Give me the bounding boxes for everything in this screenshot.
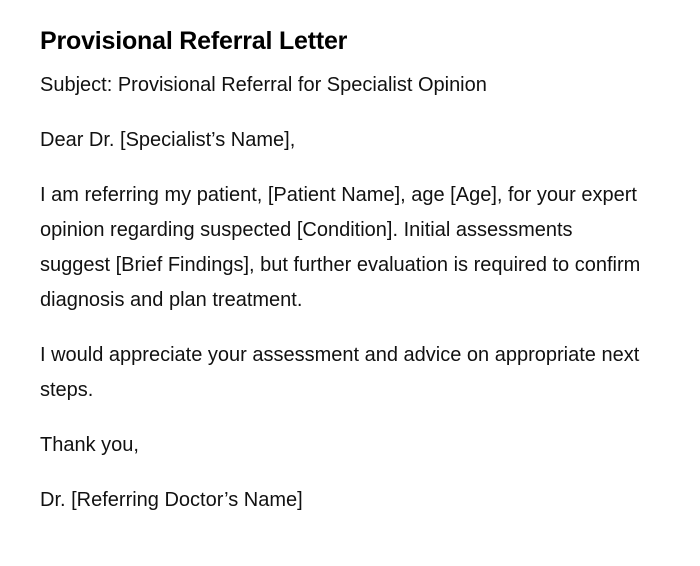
letter-greeting: Dear Dr. [Specialist’s Name], bbox=[40, 129, 296, 151]
letter-signature: Dr. [Referring Doctor’s Name] bbox=[40, 489, 303, 511]
letter-body-paragraph-2: I would appreciate your assessment and advice on appropriate next steps. bbox=[40, 344, 640, 401]
letter-title: Provisional Referral Letter bbox=[40, 27, 348, 55]
letter-body-paragraph-1: I am referring my patient, [Patient Name], age [Age], for your expert opinion regarding suspected [Condition]. Initial assessments suggest [Brief Findings], but further evaluation is required to confirm diagnosis and plan treatment. bbox=[40, 184, 641, 311]
letter-closing: Thank you, bbox=[40, 434, 139, 456]
letter-subject: Subject: Provisional Referral for Specialist Opinion bbox=[40, 74, 487, 96]
